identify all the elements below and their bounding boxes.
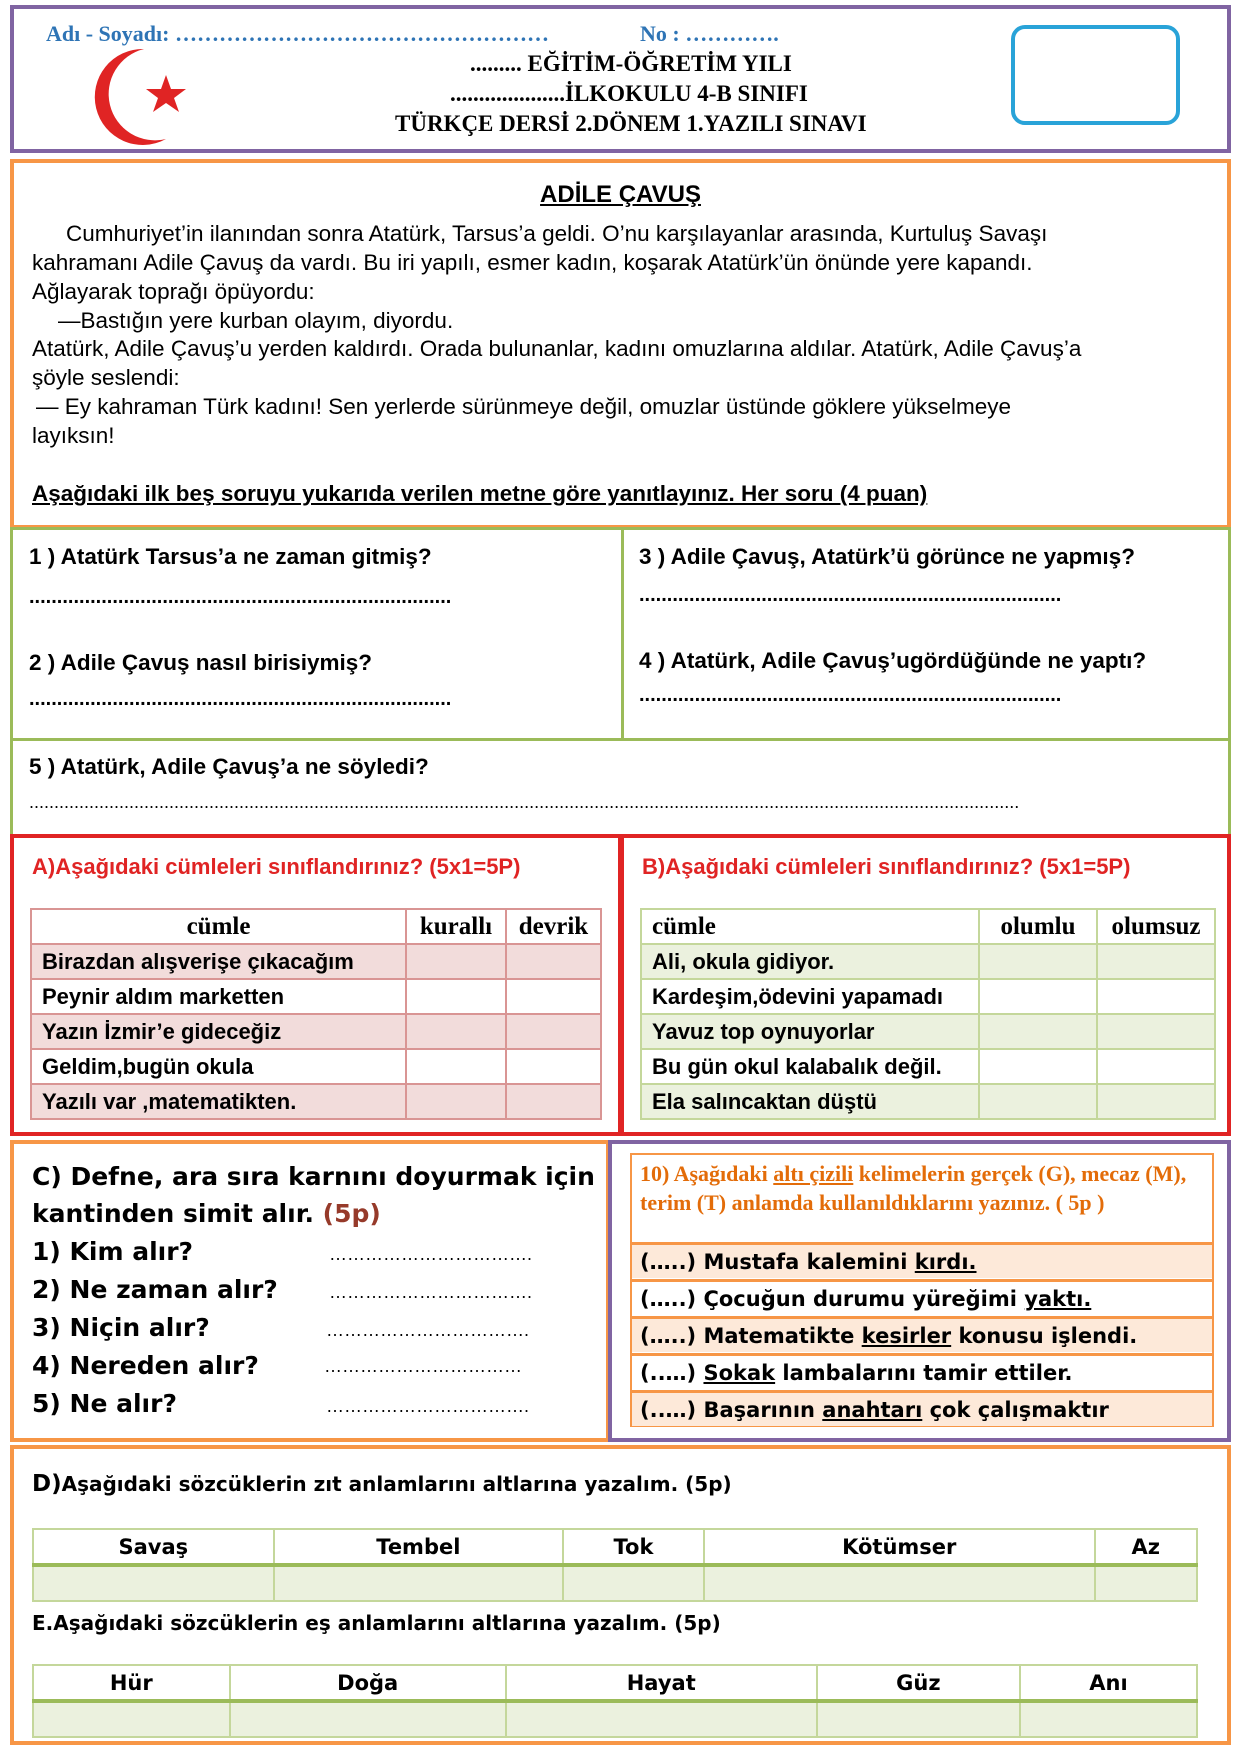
table-row [31, 1084, 601, 1119]
sentence-cell: Ela salıncaktan düştü [641, 1084, 979, 1119]
meaning-row[interactable] [632, 1316, 1212, 1352]
passage-line: Atatürk, Adile Çavuş’u yerden kaldırdı. Orada bulunanlar, kadını omuzlarına aldılar. Atatürk, Adile Çavuş’a [32, 336, 1082, 361]
col-header: devrik [506, 909, 601, 944]
meaning-row[interactable] [632, 1353, 1212, 1389]
answer-cell[interactable] [1095, 1565, 1197, 1601]
col-header: olumsuz [1097, 909, 1215, 944]
passage-title: ADİLE ÇAVUŞ [540, 181, 701, 208]
blank[interactable]: (…..) [640, 1250, 704, 1274]
word-cell: Doğa [230, 1665, 506, 1701]
answer-line-4[interactable]: ............................................................................ [639, 684, 1062, 706]
row-text: konusu işlendi. [951, 1324, 1138, 1348]
col-header: olumlu [979, 909, 1097, 944]
answer-cell[interactable] [406, 979, 506, 1014]
section-10-frame [630, 1153, 1214, 1427]
underlined-word: Sokak [703, 1361, 776, 1385]
answer-cell[interactable] [704, 1565, 1095, 1601]
passage-line: Cumhuriyet’in ilanından sonra Atatürk, Tarsus’a geldi. O’nu karşılayanlar arasında, Kurtuluş Savaşı [66, 221, 1048, 246]
sentence-cell: Yazın İzmir’e gideceğiz [31, 1014, 406, 1049]
answer-line-2[interactable]: ............................................................................ [29, 688, 452, 710]
reading-instruction: Aşağıdaki ilk beş soruyu yukarıda verilen metne göre yanıtlayınız. Her soru (4 puan) [32, 481, 928, 506]
row-text: Çocuğun durumu yüreğimi [703, 1287, 1025, 1311]
question-4: 4 ) Atatürk, Adile Çavuş’ugördüğünde ne yaptı? [639, 648, 1147, 673]
sentence-cell: Kardeşim,ödevini yapamadı [641, 979, 979, 1014]
answer-line-3[interactable]: ............................................................................ [639, 584, 1062, 606]
table-row [31, 944, 601, 979]
score-box[interactable] [1011, 25, 1180, 125]
underlined-word: kırdı. [914, 1250, 977, 1274]
passage-line: layıksın! [32, 423, 115, 448]
answer-cell[interactable] [979, 1084, 1097, 1119]
column-divider [621, 530, 624, 740]
row-text: Başarının [703, 1398, 823, 1422]
passage-line: — Ey kahraman Türk kadını! Sen yerlerde sürünmeye değil, omuzlar üstünde göklere yükselmeye [36, 394, 1012, 419]
sentence-cell: Bu gün okul kalabalık değil. [641, 1049, 979, 1084]
answer-cell[interactable] [406, 1084, 506, 1119]
blank[interactable]: (…..) [640, 1324, 704, 1348]
word-cell: Hür [33, 1665, 230, 1701]
table-row [31, 1049, 601, 1084]
answer-line-1[interactable]: ............................................................................ [29, 586, 452, 608]
answer-cell[interactable] [1097, 1049, 1215, 1084]
passage-line: kahramanı Adile Çavuş da vardı. Bu iri yapılı, esmer kadın, koşarak Atatürk’ün önünde yere kapandı. [32, 250, 1033, 275]
table-row [31, 979, 601, 1014]
answer-cell[interactable] [506, 944, 601, 979]
section-c-text [32, 1199, 381, 1228]
synonym-table [32, 1664, 1198, 1738]
blank[interactable]: (..…) [640, 1361, 704, 1385]
answer-cell[interactable] [406, 1014, 506, 1049]
word-cell: Tembel [274, 1529, 563, 1565]
underlined-word: yaktı. [1024, 1287, 1092, 1311]
section-c-question: 4) Nereden alır? [32, 1351, 259, 1380]
row-divider [13, 738, 1228, 741]
section-c-points: (5p) [322, 1199, 381, 1228]
answer-line[interactable]: ……………………………. [326, 1396, 530, 1416]
exam-title: TÜRKÇE DERSİ 2.DÖNEM 1.YAZILI SINAVI [395, 111, 867, 136]
section-c-question: 5) Ne alır? [32, 1389, 177, 1418]
row-text: çok çalışmaktır [922, 1398, 1109, 1422]
word-cell: Kötümser [704, 1529, 1095, 1565]
underlined-word: anahtarı [822, 1398, 923, 1422]
table-row [641, 1084, 1215, 1119]
sentence-cell: Yazılı var ,matematikten. [31, 1084, 406, 1119]
sentence-cell: Ali, okula gidiyor. [641, 944, 979, 979]
answer-cell[interactable] [406, 1049, 506, 1084]
blank[interactable]: (…..) [640, 1287, 704, 1311]
answer-cell[interactable] [1097, 1014, 1215, 1049]
section-c-question: 2) Ne zaman alır? [32, 1275, 278, 1304]
section-a-title: A)Aşağıdaki cümleleri sınıflandırınız? (5x1=5P) [32, 854, 521, 879]
section-b-title: B)Aşağıdaki cümleleri sınıflandırınız? (5x1=5P) [642, 854, 1131, 879]
answer-cell[interactable] [1020, 1701, 1197, 1737]
meaning-row[interactable] [632, 1242, 1212, 1278]
word-cell: Tok [563, 1529, 704, 1565]
answer-cell[interactable] [506, 1014, 601, 1049]
reading-passage [10, 159, 1231, 529]
section-d-label: D) [32, 1471, 62, 1497]
table-row [641, 979, 1215, 1014]
sentence-cell: Peynir aldım marketten [31, 979, 406, 1014]
crescent-star-icon [86, 45, 196, 145]
underlined-word: kesirler [861, 1324, 952, 1348]
exam-header [10, 5, 1231, 153]
answer-cell[interactable] [979, 1049, 1097, 1084]
sentence-cell: Yavuz top oynuyorlar [641, 1014, 979, 1049]
answer-line[interactable]: ……………………………. [326, 1320, 530, 1340]
question-1: 1 ) Atatürk Tarsus’a ne zaman gitmiş? [29, 544, 432, 569]
q10-text: kelimelerin gerçek (G), mecaz (M), terim (T) anlamda kullanıldıklarını yazınız. ( 5p ) [640, 1161, 1187, 1215]
answer-cell[interactable] [979, 979, 1097, 1014]
section-d-title [32, 1471, 732, 1497]
word-cell: Savaş [33, 1529, 274, 1565]
section-c-text-part: kantinden simit alır. [32, 1199, 323, 1228]
word-cell: Az [1095, 1529, 1197, 1565]
section-10 [608, 1140, 1231, 1442]
row-text: lambalarını tamir ettiler. [775, 1361, 1073, 1385]
word-cell: Güz [817, 1665, 1020, 1701]
q10-underlined: altı çizili [773, 1161, 854, 1186]
sentence-cell: Geldim,bugün okula [31, 1049, 406, 1084]
passage-line: —Bastığın yere kurban olayım, diyordu. [58, 308, 454, 333]
passage-line: şöyle seslendi: [32, 365, 180, 390]
question-3: 3 ) Adile Çavuş, Atatürk’ü görünce ne yapmış? [639, 544, 1135, 569]
answer-cell[interactable] [406, 944, 506, 979]
answer-cell[interactable] [274, 1565, 563, 1601]
classification-table-b [640, 908, 1216, 1120]
comprehension-questions [10, 527, 1231, 837]
section-c-question: 1) Kim alır? [32, 1237, 194, 1266]
table-row [31, 1014, 601, 1049]
col-header: cümle [641, 909, 979, 944]
row-text: Matematikte [703, 1324, 862, 1348]
answer-cell[interactable] [563, 1565, 704, 1601]
answer-line-5[interactable]: ...................................................................................................................................................................................................... [29, 792, 1020, 812]
school-year: ......... EĞİTİM-ÖĞRETİM YILI [470, 51, 792, 76]
school-class: ....................İLKOKULU 4-B SINIFI [450, 81, 808, 106]
answer-cell[interactable] [230, 1701, 506, 1737]
section-a [10, 834, 622, 1136]
section-c-question: 3) Niçin alır? [32, 1313, 210, 1342]
meaning-row[interactable] [632, 1279, 1212, 1315]
answer-line[interactable]: ……………………………. [329, 1282, 533, 1302]
section-d-e [10, 1445, 1231, 1745]
section-10-question [640, 1159, 1205, 1217]
question-2: 2 ) Adile Çavuş nasıl birisiymiş? [29, 650, 373, 675]
answer-cell[interactable] [506, 1701, 817, 1737]
word-cell: Anı [1020, 1665, 1197, 1701]
passage-line: Ağlayarak toprağı öpüyordu: [32, 279, 315, 304]
word-cell: Hayat [506, 1665, 817, 1701]
answer-cell[interactable] [817, 1701, 1020, 1737]
col-header: cümle [31, 909, 406, 944]
meaning-row[interactable] [632, 1390, 1212, 1426]
answer-cell[interactable] [506, 1049, 601, 1084]
classification-table-a [30, 908, 602, 1120]
section-d-text: Aşağıdaki sözcüklerin zıt anlamlarını altlarına yazalım. (5p) [61, 1472, 732, 1496]
antonym-table [32, 1528, 1198, 1602]
number-field[interactable]: No : …………. [640, 21, 779, 46]
answer-cell[interactable] [1097, 944, 1215, 979]
answer-cell[interactable] [1097, 1084, 1215, 1119]
table-row [641, 1014, 1215, 1049]
answer-cell[interactable] [33, 1565, 274, 1601]
col-header: kurallı [406, 909, 506, 944]
row-text: Mustafa kalemini [703, 1250, 915, 1274]
blank[interactable]: (..…) [640, 1398, 704, 1422]
table-row [641, 944, 1215, 979]
answer-cell[interactable] [33, 1701, 230, 1737]
section-c [10, 1140, 610, 1442]
q10-text: 10) Aşağıdaki [640, 1161, 774, 1186]
section-e-title: E.Aşağıdaki sözcüklerin eş anlamlarını altlarına yazalım. (5p) [32, 1611, 721, 1635]
name-field[interactable]: Adı - Soyadı: …………………………………………… [46, 21, 549, 46]
section-c-text: C) Defne, ara sıra karnını doyurmak için [32, 1162, 595, 1191]
answer-cell[interactable] [979, 1014, 1097, 1049]
answer-cell[interactable] [506, 979, 601, 1014]
answer-cell[interactable] [1097, 979, 1215, 1014]
answer-line[interactable]: ……………………………. [329, 1244, 533, 1264]
sentence-cell: Birazdan alışverişe çıkacağım [31, 944, 406, 979]
section-b [620, 834, 1231, 1136]
answer-line[interactable]: …………………………… [324, 1356, 522, 1376]
answer-cell[interactable] [506, 1084, 601, 1119]
answer-cell[interactable] [979, 944, 1097, 979]
table-row [641, 1049, 1215, 1084]
question-5: 5 ) Atatürk, Adile Çavuş’a ne söyledi? [29, 754, 429, 779]
